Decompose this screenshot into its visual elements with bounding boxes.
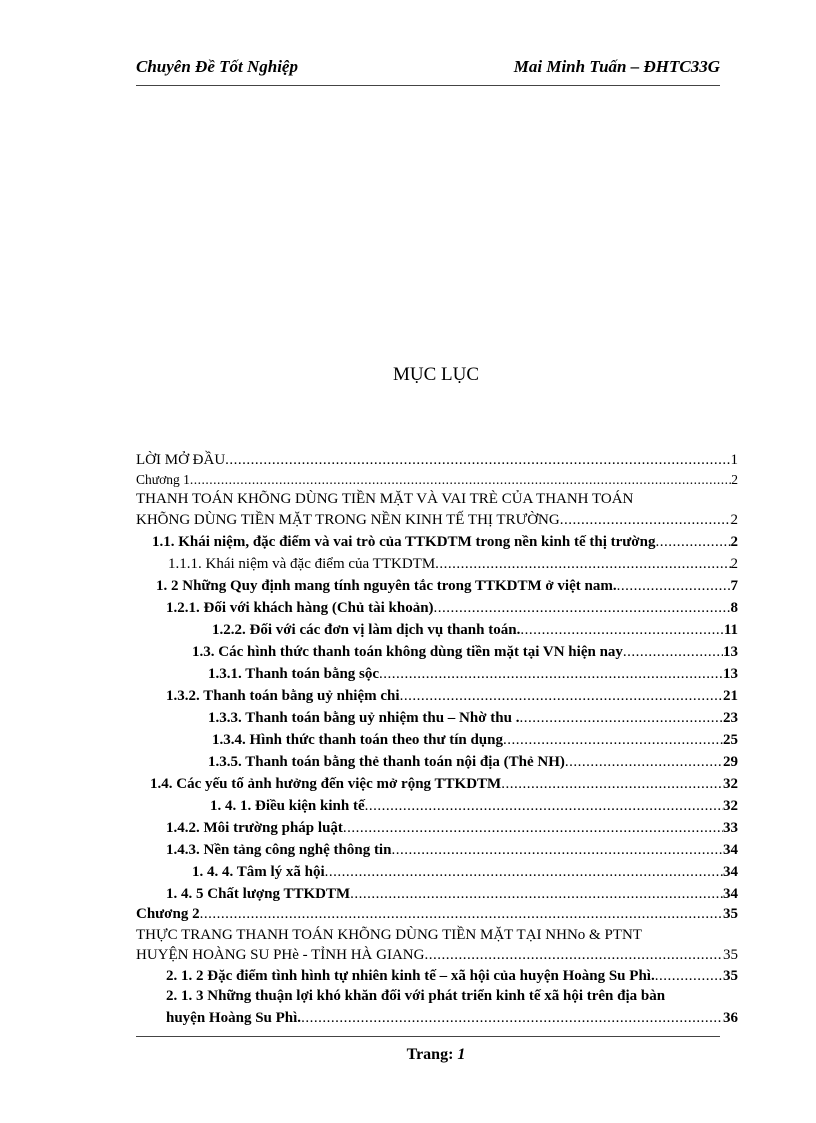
dot-leader bbox=[343, 818, 723, 838]
toc-entry[interactable] bbox=[166, 966, 738, 986]
toc-entry-title: THANH TOÁN KHÕNG DÙNG TIỀN MẶT VÀ VAI TRÈ CỦA THANH TOÁN bbox=[136, 491, 634, 507]
toc-entry[interactable] bbox=[166, 840, 738, 860]
toc-entry-title: KHÕNG DÙNG TIỀN MẶT TRONG NỀN KINH TẾ THỊ TRƯỜNG bbox=[136, 512, 560, 528]
dot-leader bbox=[424, 945, 723, 965]
toc-entry-page: 34 bbox=[723, 842, 738, 858]
toc-entry-page: 33 bbox=[723, 820, 738, 836]
toc-entry-page: 25 bbox=[723, 732, 738, 748]
toc-entry[interactable] bbox=[166, 884, 738, 904]
page-title: MỤC LỤC bbox=[392, 364, 480, 385]
toc-entry-page: 7 bbox=[730, 578, 738, 594]
toc-entry-page: 35 bbox=[723, 906, 738, 922]
dot-leader bbox=[434, 598, 731, 618]
header-left-title: Chuyên Đề Tốt Nghiệp bbox=[136, 57, 298, 76]
toc-entry[interactable] bbox=[208, 708, 738, 728]
footer-label: Trang: bbox=[406, 1046, 458, 1063]
dot-leader bbox=[350, 884, 723, 904]
toc-entry-title: 1.3.3. Thanh toán bằng uỷ nhiệm thu – Nhờ thu . bbox=[208, 710, 520, 726]
toc-entry-title: 1.2.1. Đối với khách hàng (Chủ tài khoản) bbox=[166, 600, 434, 616]
dot-leader bbox=[519, 708, 723, 728]
toc-entry-title: 1. 4. 4. Tâm lý xã hội bbox=[192, 864, 325, 880]
dot-leader bbox=[365, 796, 723, 816]
toc-entry-page: 23 bbox=[723, 710, 738, 726]
toc-entry[interactable] bbox=[168, 554, 738, 574]
toc-entry-page: 11 bbox=[723, 622, 738, 638]
toc-entry[interactable] bbox=[166, 818, 738, 838]
toc-entry-page: 29 bbox=[723, 754, 738, 770]
toc-entry-title: 1.3. Các hình thức thanh toán không dùng tiền mặt tại VN hiện nay bbox=[192, 644, 623, 660]
toc-entry-page: 8 bbox=[730, 600, 738, 616]
toc-entry[interactable] bbox=[136, 470, 738, 490]
toc-entry-title: Chương 1 bbox=[136, 472, 190, 487]
dot-leader bbox=[225, 450, 730, 470]
toc-entry-title: 1. 2 Những Quy định mang tính nguyên tắc trong TTKDTM ở việt nam. bbox=[156, 578, 617, 594]
dot-leader bbox=[379, 664, 723, 684]
toc-entry-page: 32 bbox=[723, 798, 738, 814]
dot-leader bbox=[435, 554, 730, 574]
toc-entry[interactable] bbox=[156, 576, 738, 596]
toc-entry-page: 13 bbox=[723, 644, 738, 660]
footer-page-number: 1 bbox=[457, 1046, 466, 1063]
toc-entry-title: 1. 4. 1. Điều kiện kinh tế bbox=[210, 798, 365, 814]
dot-leader bbox=[623, 642, 723, 662]
toc-entry-title: 1.2.2. Đối với các đơn vị làm dịch vụ thanh toán. bbox=[212, 622, 521, 638]
header-right-author: Mai Minh Tuấn – ĐHTC33G bbox=[513, 57, 720, 76]
toc-entry-title: 1.1.1. Khái niệm và đặc điểm của TTKDTM bbox=[168, 556, 436, 572]
toc-entry-page: 2 bbox=[731, 472, 738, 487]
toc-entry-page: 1 bbox=[730, 452, 738, 468]
dot-leader bbox=[565, 752, 723, 772]
toc-entry[interactable] bbox=[212, 730, 738, 750]
toc-entry-page: 2 bbox=[730, 534, 738, 550]
toc-entry-title: 2. 1. 2 Đặc điểm tình hình tự nhiên kinh tế – xã hội của huyện Hoàng Su Phì. bbox=[166, 968, 655, 984]
toc-entry[interactable] bbox=[192, 642, 738, 662]
toc-entry[interactable] bbox=[208, 664, 738, 684]
toc-entry[interactable] bbox=[136, 904, 738, 924]
toc-entry-title: THỰC TRANG THANH TOÁN KHÕNG DÙNG TIỀN MẶT TẠI NHNo & PTNT bbox=[136, 927, 642, 943]
toc-entry-page: 2 bbox=[730, 512, 738, 528]
toc-entry[interactable] bbox=[166, 1008, 738, 1028]
toc-entry-title: 1.1. Khái niệm, đặc điểm và vai trò của TTKDTM trong nền kinh tế thị trường bbox=[152, 534, 656, 550]
toc-entry-page: 21 bbox=[723, 688, 738, 704]
toc-entry-page: 35 bbox=[723, 968, 738, 984]
dot-leader bbox=[391, 840, 723, 860]
toc-entry[interactable] bbox=[166, 598, 738, 618]
toc-entry-title: HUYỆN HOÀNG SU PHè - TỈNH HÀ GIANG bbox=[136, 947, 425, 963]
toc-entry[interactable] bbox=[152, 532, 738, 552]
toc-entry-page: 13 bbox=[723, 666, 738, 682]
dot-leader bbox=[560, 510, 731, 530]
toc-entry-title: 1.4. Các yếu tố ảnh hưởng đến việc mở rộng TTKDTM bbox=[150, 776, 502, 792]
dot-leader bbox=[190, 470, 731, 490]
dot-leader bbox=[325, 862, 723, 882]
toc-entry[interactable] bbox=[208, 752, 738, 772]
toc-entry-title: 1.3.1. Thanh toán bằng sộc bbox=[208, 666, 380, 682]
dot-leader bbox=[520, 620, 723, 640]
header-divider bbox=[136, 85, 720, 86]
toc-entry[interactable] bbox=[166, 986, 738, 1006]
toc-entry-title: 1.3.5. Thanh toán bằng thẻ thanh toán nội địa (Thẻ NH) bbox=[208, 754, 565, 770]
toc-entry[interactable] bbox=[150, 774, 738, 794]
toc-entry[interactable] bbox=[136, 925, 738, 945]
dot-leader bbox=[617, 576, 731, 596]
toc-entry-title: 1. 4. 5 Chất lượng TTKDTM bbox=[166, 886, 351, 902]
dot-leader bbox=[301, 1008, 723, 1028]
toc-entry-page: 35 bbox=[723, 947, 738, 963]
toc-entry[interactable] bbox=[136, 945, 738, 965]
dot-leader bbox=[503, 730, 723, 750]
toc-entry[interactable] bbox=[210, 796, 738, 816]
toc-entry-title: huyện Hoàng Su Phì. bbox=[166, 1010, 302, 1026]
dot-leader bbox=[400, 686, 723, 706]
dot-leader bbox=[501, 774, 723, 794]
toc-entry[interactable] bbox=[212, 620, 738, 640]
toc-entry[interactable] bbox=[166, 686, 738, 706]
toc-entry[interactable] bbox=[192, 862, 738, 882]
toc-entry[interactable] bbox=[136, 489, 738, 509]
toc-entry[interactable] bbox=[136, 450, 738, 470]
toc-entry-title: 1.3.4. Hình thức thanh toán theo thư tín dụng bbox=[212, 732, 503, 748]
toc-entry[interactable] bbox=[136, 510, 738, 530]
toc-entry-page: 2 bbox=[730, 556, 738, 572]
toc-entry-page: 34 bbox=[723, 864, 738, 880]
toc-entry-title: 1.3.2. Thanh toán bằng uỷ nhiệm chi bbox=[166, 688, 400, 704]
dot-leader bbox=[655, 532, 730, 552]
toc-entry-page: 32 bbox=[723, 776, 738, 792]
footer-divider bbox=[136, 1036, 720, 1037]
page-footer bbox=[0, 1046, 816, 1064]
toc-entry-page: 34 bbox=[723, 886, 738, 902]
toc-entry-title: LỜI MỞ ĐẦU bbox=[136, 452, 226, 468]
toc-entry-page: 36 bbox=[723, 1010, 738, 1026]
toc-entry-title: 2. 1. 3 Những thuận lợi khó khăn đối với phát triển kinh tế xã hội trên địa bàn bbox=[166, 988, 666, 1004]
toc-entry-title: 1.4.3. Nền tảng công nghệ thông tin bbox=[166, 842, 392, 858]
toc-entry-title: Chương 2 bbox=[136, 906, 200, 922]
dot-leader bbox=[655, 966, 723, 986]
toc-entry-title: 1.4.2. Môi trường pháp luật bbox=[166, 820, 343, 836]
dot-leader bbox=[200, 904, 723, 924]
